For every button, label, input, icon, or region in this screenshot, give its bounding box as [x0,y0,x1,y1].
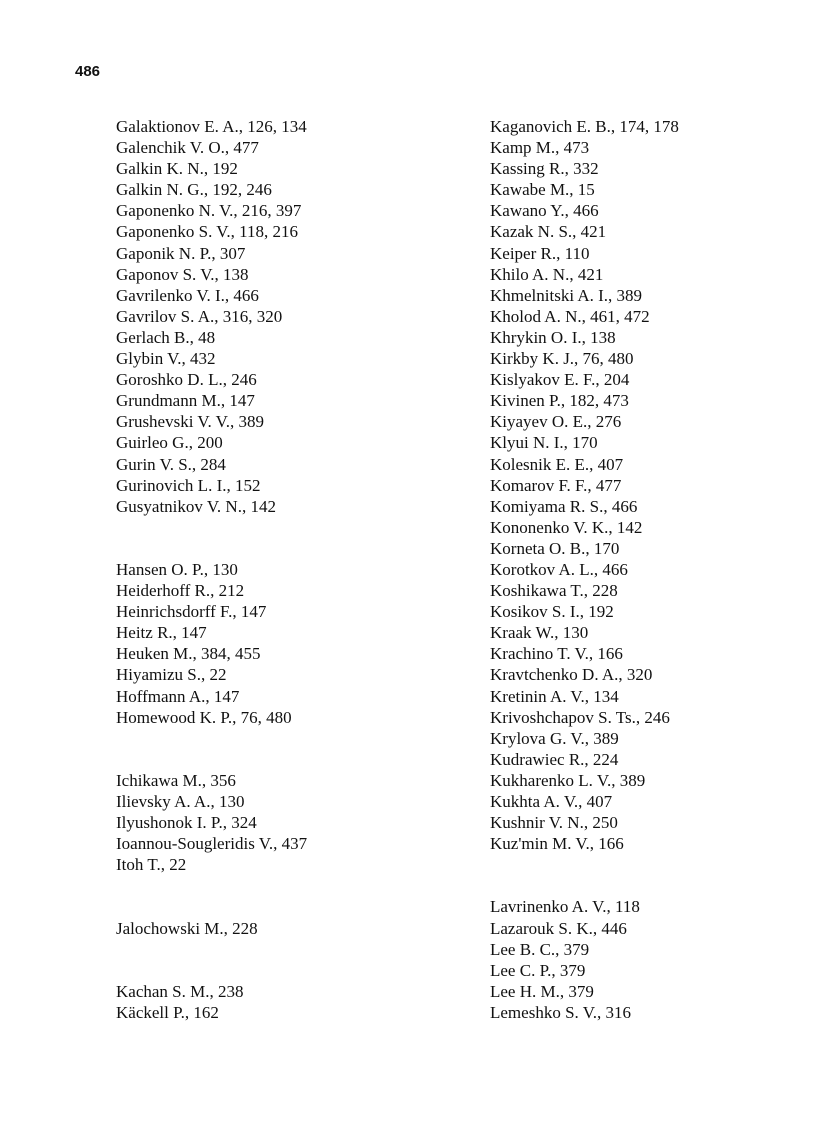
index-entry: Hiyamizu S., 22 [116,665,227,685]
index-entry: Lemeshko S. V., 316 [490,1002,632,1022]
index-entry: Heinrichsdorff F., 147 [116,602,267,622]
index-entry: Jalochowski M., 228 [116,918,258,938]
index-entry: Korneta O. B., 170 [490,538,620,558]
index-entry: Lavrinenko A. V., 118 [490,897,640,917]
index-entry: Khmelnitski A. I., 389 [490,285,643,305]
index-entry: Koshikawa T., 228 [490,581,618,601]
index-entry: Gurin V. S., 284 [116,454,226,474]
index-entry: Grushevski V. V., 389 [116,412,264,432]
index-entry: Kaganovich E. B., 174, 178 [490,117,679,136]
index-entry: Kononenko V. K., 142 [490,517,643,537]
index-entry: Krylova G. V., 389 [490,728,619,748]
index-column-left [116,116,456,1023]
index-entry: Ioannou-Sougleridis V., 437 [116,834,308,854]
index-spacer [116,875,456,896]
index-entry: Klyui N. I., 170 [490,433,598,453]
index-entry: Gavrilov S. A., 316, 320 [116,306,283,326]
index-spacer [116,939,456,960]
index-entry: Gaponik N. P., 307 [116,243,246,263]
index-entry: Heuken M., 384, 455 [116,644,261,664]
index-spacer [116,896,456,917]
index-entry: Käckell P., 162 [116,1002,219,1022]
index-entry: Lazarouk S. K., 446 [490,918,627,938]
index-entry: Gerlach B., 48 [116,327,216,347]
index-entry: Kirkby K. J., 76, 480 [490,349,634,369]
index-entry: Ilyushonok I. P., 324 [116,813,257,833]
index-entry: Ilievsky A. A., 130 [116,792,245,811]
index-entry: Lee C. P., 379 [490,960,586,980]
index-entry: Guirleo G., 200 [116,433,223,453]
index-entry: Ichikawa M., 356 [116,770,236,790]
index-spacer [116,538,456,559]
index-spacer [116,749,456,770]
index-entry: Kazak N. S., 421 [490,222,607,242]
index-entry: Goroshko D. L., 246 [116,370,257,390]
index-entry: Homewood K. P., 76, 480 [116,707,292,727]
index-entry: Kravtchenko D. A., 320 [490,665,653,685]
index-entry: Kislyakov E. F., 204 [490,370,630,390]
index-entry: Keiper R., 110 [490,243,590,263]
index-entry: Kachan S. M., 238 [116,981,244,1001]
index-entry: Lee H. M., 379 [490,981,594,1001]
index-entry: Kukharenko L. V., 389 [490,770,646,790]
index-entry: Hansen O. P., 130 [116,559,238,579]
index-entry: Kushnir V. N., 250 [490,813,618,833]
index-entry: Hoffmann A., 147 [116,686,240,706]
index-entry: Glybin V., 432 [116,349,216,369]
index-entry: Gavrilenko V. I., 466 [116,285,259,305]
index-spacer [116,728,456,749]
index-entry: Kukhta A. V., 407 [490,792,613,811]
index-entry: Kivinen P., 182, 473 [490,391,629,411]
index-spacer [490,854,790,875]
index-entry: Gurinovich L. I., 152 [116,475,261,495]
index-entry: Komarov F. F., 477 [490,475,622,495]
index-entry: Kudrawiec R., 224 [490,749,619,769]
index-entry: Kuz'min M. V., 166 [490,834,624,854]
index-entry: Kassing R., 332 [490,159,599,179]
index-entry: Khrykin O. I., 138 [490,327,616,347]
index-entry: Kiyayev O. E., 276 [490,412,622,432]
index-entry: Komiyama R. S., 466 [490,496,638,516]
index-entry: Galaktionov E. A., 126, 134 [116,117,307,136]
index-entry: Galenchik V. O., 477 [116,138,259,158]
index-spacer [116,517,456,538]
index-entry: Heitz R., 147 [116,623,207,643]
page-number: 486 [75,63,101,80]
index-entry: Gaponenko S. V., 118, 216 [116,222,298,242]
index-entry: Gaponenko N. V., 216, 397 [116,201,302,221]
index-entry: Kawano Y., 466 [490,201,599,221]
index-entry: Gusyatnikov V. N., 142 [116,496,276,516]
index-entry: Galkin K. N., 192 [116,159,238,179]
index-entry: Kretinin A. V., 134 [490,686,619,706]
index-entry: Krivoshchapov S. Ts., 246 [490,707,670,727]
index-entry: Kraak W., 130 [490,623,589,643]
index-entry: Kawabe M., 15 [490,180,595,200]
index-entry: Kamp M., 473 [490,138,590,158]
index-entry: Khilo A. N., 421 [490,264,604,284]
index-entry: Kosikov S. I., 192 [490,602,614,622]
index-spacer [490,875,790,896]
index-entry: Heiderhoff R., 212 [116,581,245,601]
index-entry: Itoh T., 22 [116,855,187,875]
index-entry: Kolesnik E. E., 407 [490,454,624,474]
index-entry: Krachino T. V., 166 [490,644,623,664]
index-entry: Korotkov A. L., 466 [490,559,628,579]
index-entry: Galkin N. G., 192, 246 [116,180,272,200]
index-entry: Gaponov S. V., 138 [116,264,249,284]
index-entry: Lee B. C., 379 [490,939,590,959]
index-entry: Grundmann M., 147 [116,391,255,411]
index-spacer [116,960,456,981]
index-column-right [490,116,790,1023]
index-entry: Kholod A. N., 461, 472 [490,306,650,326]
